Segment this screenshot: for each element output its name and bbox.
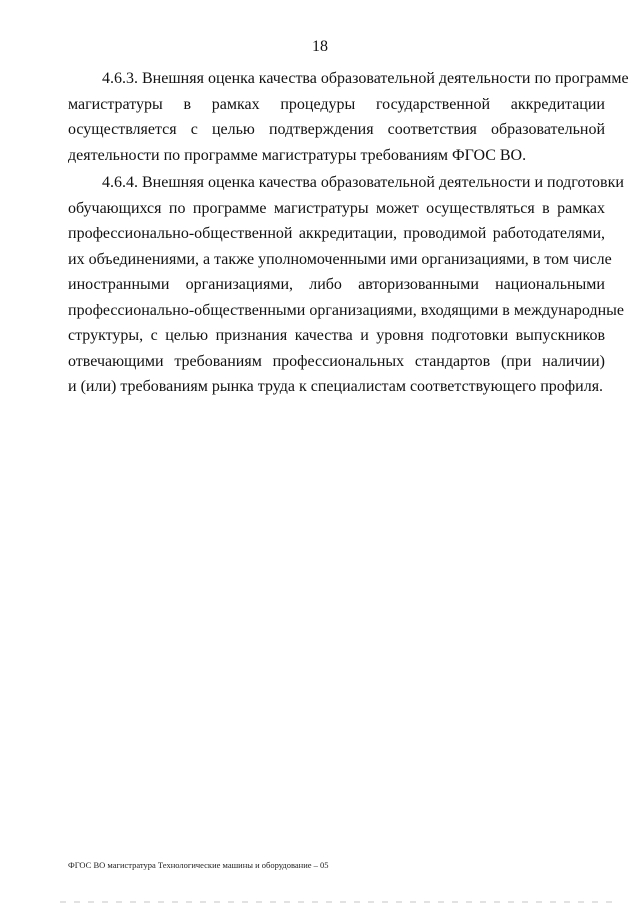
text-line: деятельности по программе магистратуры требованиям ФГОС ВО. bbox=[68, 146, 527, 164]
text-line: 4.6.4. Внешняя оценка качества образовательной деятельности и подготовки bbox=[102, 174, 624, 191]
scan-artifact-line bbox=[60, 901, 620, 903]
text-line: профессионально-общественной аккредитации, проводимой работодателями, bbox=[68, 225, 605, 242]
text-line: и (или) требованиям рынка труда к специалистам соответствующего профиля. bbox=[68, 378, 604, 395]
page-footer: ФГОС ВО магистратура Технологические машины и оборудование – 05 bbox=[68, 860, 329, 870]
text-line: магистратуры в рамках процедуры государственной аккредитации bbox=[68, 95, 605, 113]
paragraph-4-6-4 bbox=[68, 170, 625, 400]
page-number: 18 bbox=[312, 38, 328, 55]
text-line: отвечающими требованиям профессиональных стандартов (при наличии) bbox=[68, 352, 605, 370]
text-line: их объединениями, а также уполномоченными ими организациями, в том числе bbox=[68, 250, 612, 268]
text-line: осуществляется с целью подтверждения соответствия образовательной bbox=[68, 121, 605, 138]
text-line: структуры, с целью признания качества и уровня подготовки выпускников bbox=[68, 327, 605, 344]
text-line: иностранными организациями, либо авторизованными национальными bbox=[68, 276, 605, 293]
text-line: 4.6.3. Внешняя оценка качества образовательной деятельности по программе bbox=[102, 70, 629, 87]
text-line: обучающихся по программе магистратуры может осуществляться в рамках bbox=[68, 199, 605, 217]
document-body bbox=[68, 66, 629, 402]
text-line: профессионально-общественными организациями, входящими в международные bbox=[68, 301, 625, 319]
paragraph-4-6-3 bbox=[68, 66, 629, 168]
